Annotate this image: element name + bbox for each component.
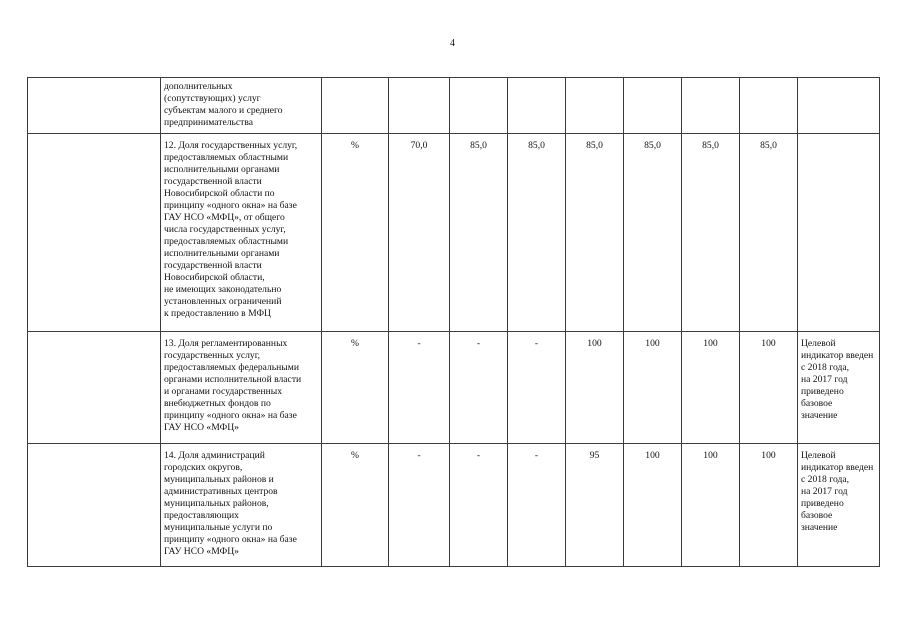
value-cell: 100 (682, 332, 740, 444)
unit-cell: % (322, 332, 389, 444)
value-cell: - (389, 444, 450, 567)
indicator-name: дополнительных (сопутствующих) услуг субъектам малого и среднего предпринимательства (161, 78, 322, 134)
value-cell (508, 78, 566, 134)
table-row (28, 444, 880, 567)
value-cell: 85,0 (450, 134, 508, 332)
indicators-table (27, 77, 880, 567)
value-cell: 95 (566, 444, 624, 567)
value-cell: 100 (566, 332, 624, 444)
value-cell (389, 78, 450, 134)
value-cell (682, 78, 740, 134)
value-cell: 85,0 (508, 134, 566, 332)
empty-cell (28, 332, 161, 444)
note-cell (798, 134, 880, 332)
indicator-name: 12. Доля государственных услуг, предоставляемых областными исполнительными органами государственной власти Новосибирской области по принципу «одного окна» на базе ГАУ НСО «МФЦ», от общего числа государственных услуг, предоставляемых областными исполнительными органами государственной власти Новосибирской области, не имеющих законодательно установленных ограничений к предоставлению в МФЦ (161, 134, 322, 332)
value-cell: 100 (624, 444, 682, 567)
note-cell: Целевой индикатор введен с 2018 года, на 2017 год приведено базовое значение (798, 444, 880, 567)
value-cell: 100 (740, 444, 798, 567)
value-cell: - (389, 332, 450, 444)
value-cell: 85,0 (682, 134, 740, 332)
value-cell: - (450, 444, 508, 567)
value-cell: 100 (624, 332, 682, 444)
table-row (28, 332, 880, 444)
value-cell: 100 (682, 444, 740, 567)
table-row (28, 78, 880, 134)
table-row (28, 134, 880, 332)
value-cell: 85,0 (624, 134, 682, 332)
value-cell: 85,0 (740, 134, 798, 332)
unit-cell: % (322, 134, 389, 332)
value-cell (740, 78, 798, 134)
indicator-name: 14. Доля администраций городских округов, муниципальных районов и административных центров муниципальных районов, предоставляющих муниципальные услуги по принципу «одного окна» на базе ГАУ НСО «МФЦ» (161, 444, 322, 567)
page-number: 4 (450, 38, 455, 49)
value-cell: - (450, 332, 508, 444)
empty-cell (28, 444, 161, 567)
unit-cell: % (322, 444, 389, 567)
value-cell (624, 78, 682, 134)
value-cell: - (508, 332, 566, 444)
value-cell: 100 (740, 332, 798, 444)
value-cell (450, 78, 508, 134)
indicator-name: 13. Доля регламентированных государственных услуг, предоставляемых федеральными органами исполнительной власти и органами государственных внебюджетных фондов по принципу «одного окна» на базе ГАУ НСО «МФЦ» (161, 332, 322, 444)
note-cell (798, 78, 880, 134)
note-cell: Целевой индикатор введен с 2018 года, на 2017 год приведено базовое значение (798, 332, 880, 444)
value-cell (566, 78, 624, 134)
empty-cell (28, 78, 161, 134)
value-cell: - (508, 444, 566, 567)
empty-cell (28, 134, 161, 332)
value-cell: 85,0 (566, 134, 624, 332)
value-cell: 70,0 (389, 134, 450, 332)
unit-cell (322, 78, 389, 134)
